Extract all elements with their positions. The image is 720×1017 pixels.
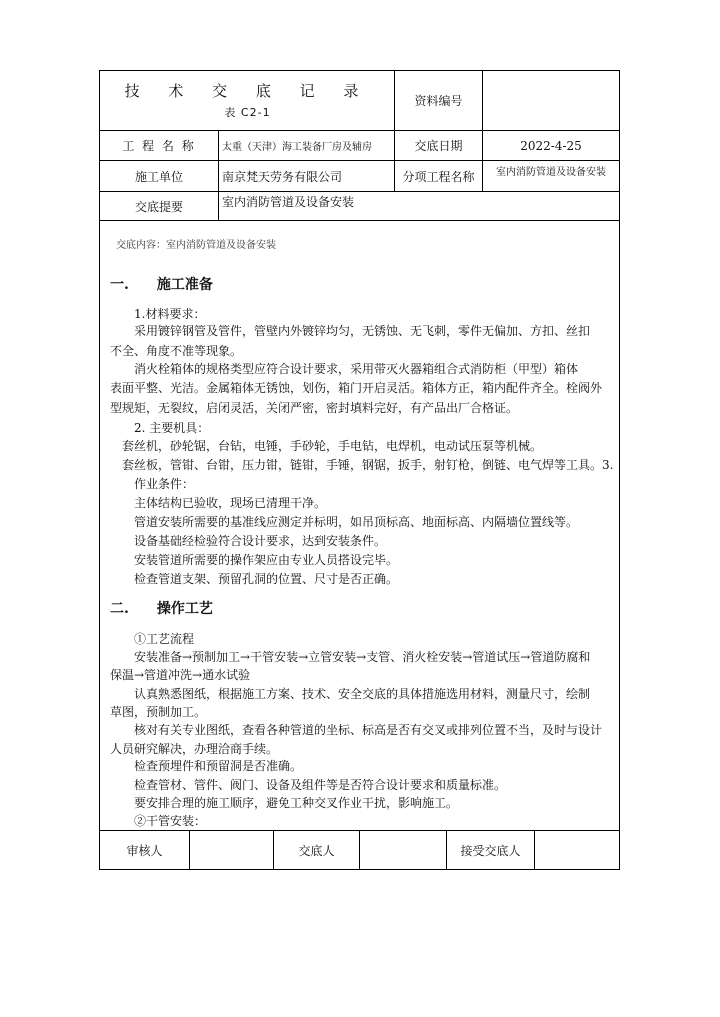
body-line: 要安排合理的施工顺序，避免工种交叉作业干扰，影响施工。 xyxy=(134,796,459,810)
body-line: 采用镀锌钢管及管件，管壁内外镀锌均匀，无锈蚀、无飞刺，零件无偏加、方扣、丝扣 xyxy=(134,324,591,338)
body-line: 1.材料要求： xyxy=(134,307,206,321)
construction-unit-label: 施工单位 xyxy=(134,169,183,184)
body-line: 套丝机，砂轮锯，台钻，电锤，手砂轮，手电钻，电焊机，电动试压泵等机械。 xyxy=(122,439,543,453)
doc-number-value xyxy=(483,71,619,130)
body-line: 核对有关专业图纸，查看各种管道的坐标、标高是否有交叉或排列位置不当，及时与设计 xyxy=(134,723,603,737)
body-line: 草图，预制加工。 xyxy=(110,705,207,719)
date-value: 2022-4-25 xyxy=(520,138,582,153)
body-line: 安装管道所需要的操作架应由专业人员搭设完毕。 xyxy=(134,553,399,567)
date-label: 交底日期 xyxy=(414,139,463,153)
construction-unit-value: 南京梵天劳务有限公司 xyxy=(222,169,343,184)
body-line: 不全、角度不准等现象。 xyxy=(110,344,243,358)
body-line: 型规矩，无裂纹，启闭灵活，关闭严密，密封填料完好，有产品出厂合格证。 xyxy=(110,401,519,415)
body-line: 套丝板，管钳、台钳，压力钳，链钳，手锤，钢锯，扳手，射钉枪，倒链、电气焊等工具。3. xyxy=(122,458,614,472)
body-line: 人员研究解决，办理洽商手续。 xyxy=(110,742,279,756)
sub-project-label: 分项工程名称 xyxy=(402,169,475,184)
body-line: 设备基础经检验符合设计要求，达到安装条件。 xyxy=(134,534,387,548)
col-divider xyxy=(359,830,360,870)
summary-label: 交底提要 xyxy=(134,199,183,214)
col-divider xyxy=(189,830,190,870)
body-line: 消火栓箱体的规格类型应符合设计要求，采用带灭火器箱组合式消防柜（甲型）箱体 xyxy=(134,362,579,376)
doc-number-label: 资料编号 xyxy=(414,94,463,108)
body-line: 表面平整、光洁。金属箱体无锈蚀，划伤，箱门开启灵活。箱体方正，箱内配件齐全。栓阀外 xyxy=(110,381,603,395)
content-intro: 交底内容：室内消防管道及设备安装 xyxy=(116,240,276,251)
body-line: 主体结构已验收，现场已清理干净。 xyxy=(134,496,327,510)
body-line: 作业条件： xyxy=(134,477,195,491)
body-line: 检查管道支架、预留孔洞的位置、尺寸是否正确。 xyxy=(134,572,399,586)
receiver-label: 接受交底人 xyxy=(460,843,521,858)
section-title-process: 二. 操作工艺 xyxy=(110,601,213,617)
document-title: 技 术 交 底 记 录 xyxy=(124,82,371,100)
body-line: 认真熟悉图纸，根据施工方案、技术、安全交底的具体措施选用材料，测量尺寸，绘制 xyxy=(134,687,591,701)
sub-project-value: 室内消防管道及设备安装 xyxy=(496,167,606,178)
reviewer-label: 审核人 xyxy=(126,843,163,858)
project-name-value: 太重（天津）海工装备厂房及辅房 xyxy=(222,142,372,153)
body-line: 管道安装所需要的基准线应测定并标明，如吊顶标高、地面标高、内隔墙位置线等。 xyxy=(134,515,579,529)
section-title-preparation: 一. 施工准备 xyxy=(110,277,213,293)
body-line: ②干管安装： xyxy=(134,814,207,828)
col-divider xyxy=(534,830,535,870)
body-line: 检查管材、管件、阀门、设备及组件等是否符合设计要求和质量标准。 xyxy=(134,778,507,792)
body-line: 检查预埋件和预留洞是否准确。 xyxy=(134,759,303,773)
body-line: 安装准备→预制加工→干管安装→立管安装→支管、消火栓安装→管道试压→管道防腐和 xyxy=(134,650,591,664)
body-line: ①工艺流程 xyxy=(134,632,195,646)
body-line: 2. 主要机具： xyxy=(134,421,210,435)
form-number: 表 C2-1 xyxy=(224,106,271,119)
row-divider xyxy=(99,220,620,221)
body-line: 保温→管道冲洗→通水试验 xyxy=(110,668,251,682)
summary-value: 室内消防管道及设备安装 xyxy=(222,194,355,209)
discloser-label: 交底人 xyxy=(298,843,335,858)
project-name-label: 工 程 名 称 xyxy=(122,139,196,153)
